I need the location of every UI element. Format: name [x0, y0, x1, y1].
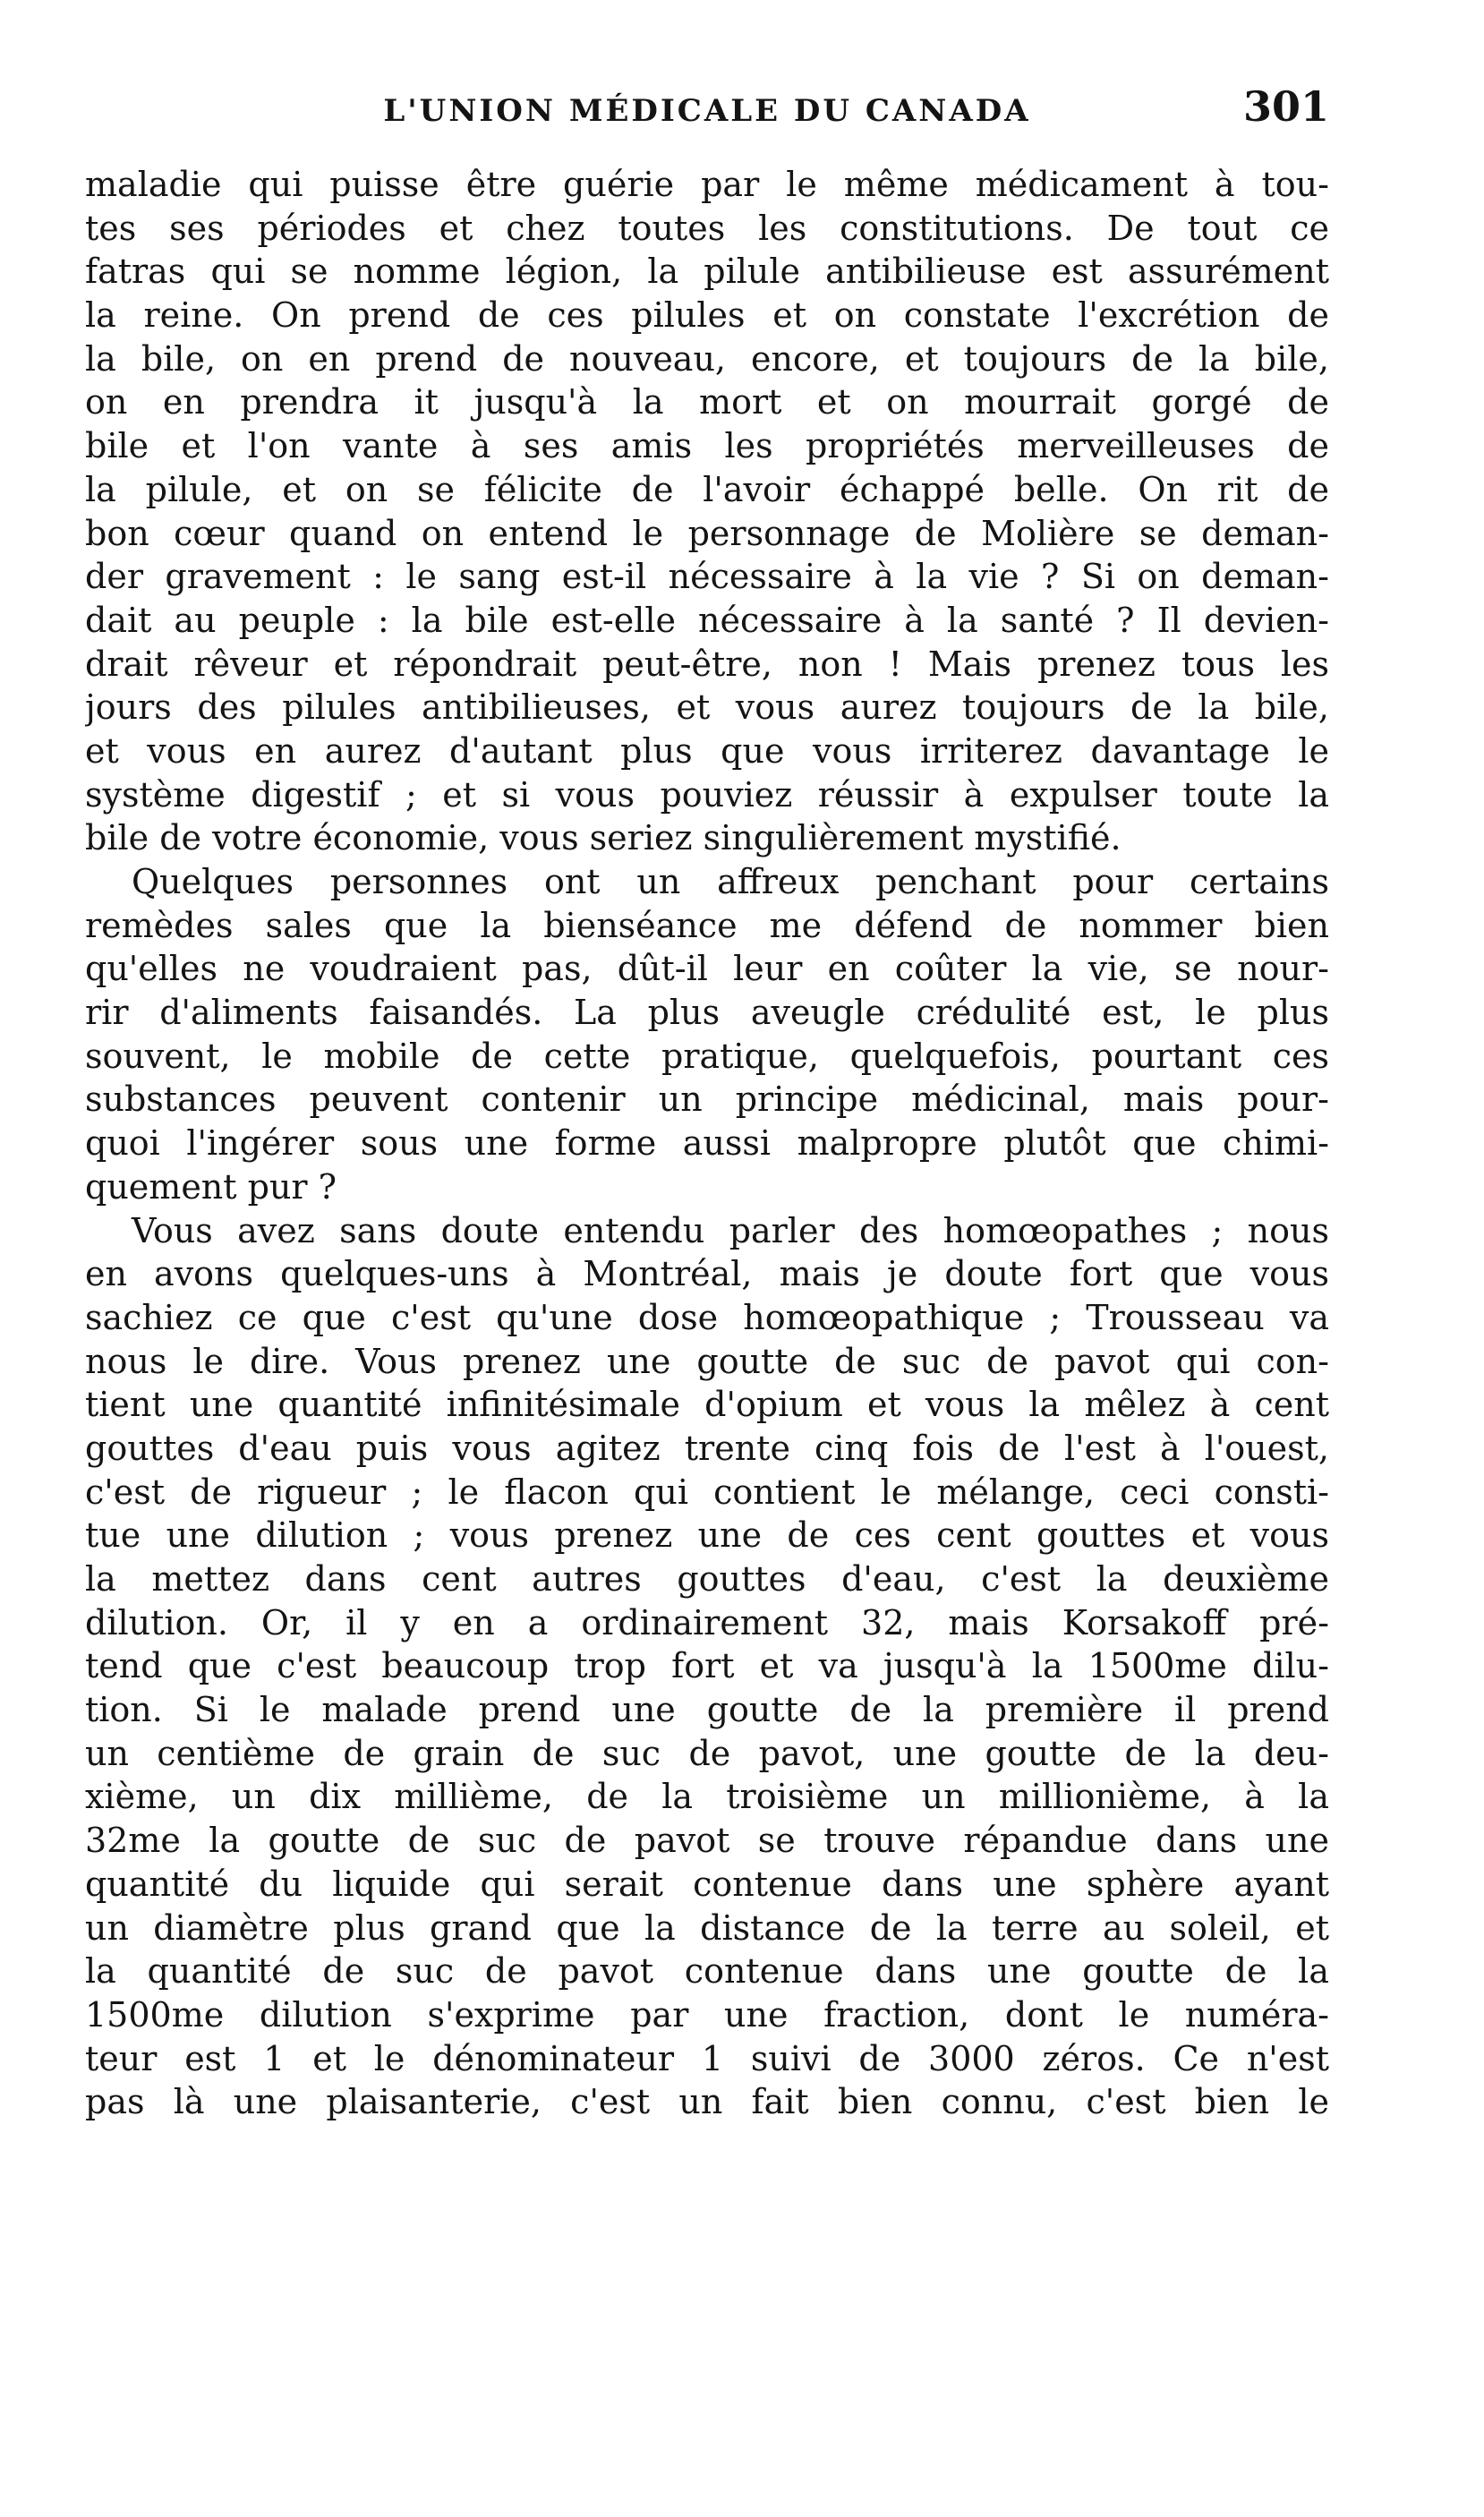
text-line: Quelques personnes ont un affreux penchant pour certains [132, 862, 1329, 901]
text-line: et vous en aurez d'autant plus que vous irriterez davantage le [85, 730, 1329, 771]
text-line: jours des pilules antibilieuses, et vous aurez toujours de la bile, [85, 687, 1329, 728]
text-line: 32me la goutte de suc de pavot se trouve répandue dans une [85, 1821, 1329, 1861]
text-line: un centième de grain de suc de pavot, une goutte de la deu- [85, 1733, 1329, 1773]
text-line: quoi l'ingérer sous une forme aussi malpropre plutôt que chimi- [85, 1123, 1329, 1164]
text-line: nous le dire. Vous prenez une goutte de suc de pavot qui con- [85, 1341, 1329, 1381]
text-line: xième, un dix millième, de la troisième un millionième, à la [85, 1777, 1329, 1817]
text-line: souvent, le mobile de cette pratique, quelquefois, pourtant ces [85, 1036, 1329, 1076]
text-line: la pilule, et on se félicite de l'avoir échappé belle. On rit de [85, 469, 1329, 509]
text-line: en avons quelques-uns à Montréal, mais je doute fort que vous [85, 1254, 1329, 1294]
text-line: tend que c'est beaucoup trop fort et va jusqu'à la 1500me dilu- [85, 1646, 1329, 1686]
text-line: drait rêveur et répondrait peut-être, non ! Mais prenez tous les [85, 644, 1329, 684]
text-line: teur est 1 et le dénominateur 1 suivi de 3000 zéros. Ce n'est [85, 2038, 1329, 2078]
text-line: quement pur ? [85, 1166, 337, 1207]
text-line: pas là une plaisanterie, c'est un fait bien connu, c'est bien le [85, 2082, 1329, 2122]
text-line: rir d'aliments faisandés. La plus aveugle crédulité est, le plus [85, 993, 1329, 1033]
text-line: substances peuvent contenir un principe médicinal, mais pour- [85, 1079, 1329, 1120]
text-line: c'est de rigueur ; le flacon qui contient le mélange, ceci consti- [85, 1472, 1329, 1512]
page-number: 301 [1242, 82, 1329, 131]
text-line: Vous avez sans doute entendu parler des homœopathes ; nous [132, 1210, 1329, 1250]
text-line: remèdes sales que la bienséance me défend de nommer bien [85, 905, 1329, 945]
text-line: gouttes d'eau puis vous agitez trente cinq fois de l'est à l'ouest, [85, 1428, 1329, 1468]
text-line: la quantité de suc de pavot contenue dans une goutte de la [85, 1951, 1329, 1992]
text-line: bile de votre économie, vous seriez singulièrement mystifié. [85, 818, 1122, 858]
text-line: tue une dilution ; vous prenez une de ces cent gouttes et vous [85, 1515, 1329, 1556]
text-line: der gravement : le sang est-il nécessaire à la vie ? Si on deman- [85, 557, 1329, 597]
text-line: bile et l'on vante à ses amis les propriétés merveilleuses de [85, 426, 1329, 466]
text-line: la bile, on en prend de nouveau, encore, et toujours de la bile, [85, 338, 1329, 379]
text-line: bon cœur quand on entend le personnage de Molière se deman- [85, 513, 1329, 553]
text-line: maladie qui puisse être guérie par le même médicament à tou- [85, 165, 1329, 204]
text-line: fatras qui se nomme légion, la pilule antibilieuse est assurément [85, 252, 1329, 292]
page-header [85, 82, 1329, 145]
text-line: la mettez dans cent autres gouttes d'eau, c'est la deuxième [85, 1559, 1329, 1599]
text-line: la reine. On prend de ces pilules et on constate l'excrétion de [85, 295, 1329, 336]
text-line: qu'elles ne voudraient pas, dût-il leur en coûter la vie, se nour- [85, 949, 1329, 989]
running-title: L'UNION MÉDICALE DU CANADA [383, 93, 1031, 129]
text-line: dilution. Or, il y en a ordinairement 32, mais Korsakoff pré- [85, 1602, 1329, 1642]
text-line: 1500me dilution s'exprime par une fraction, dont le numéra- [85, 1994, 1329, 2035]
text-line: un diamètre plus grand que la distance de la terre au soleil, et [85, 1907, 1329, 1948]
text-line: on en prendra it jusqu'à la mort et on mourrait gorgé de [85, 382, 1329, 422]
text-line: quantité du liquide qui serait contenue dans une sphère ayant [85, 1864, 1329, 1904]
text-line: tion. Si le malade prend une goutte de la première il prend [85, 1690, 1329, 1730]
text-line: dait au peuple : la bile est-elle nécessaire à la santé ? Il devien- [85, 600, 1329, 640]
text-line: système digestif ; et si vous pouviez réussir à expulser toute la [85, 774, 1329, 815]
text-line: tient une quantité infinitésimale d'opium et vous la mêlez à cent [85, 1385, 1329, 1425]
body-text [85, 163, 1329, 2124]
text-line: sachiez ce que c'est qu'une dose homœopathique ; Trousseau va [85, 1297, 1329, 1337]
text-line: tes ses périodes et chez toutes les constitutions. De tout ce [85, 208, 1329, 248]
